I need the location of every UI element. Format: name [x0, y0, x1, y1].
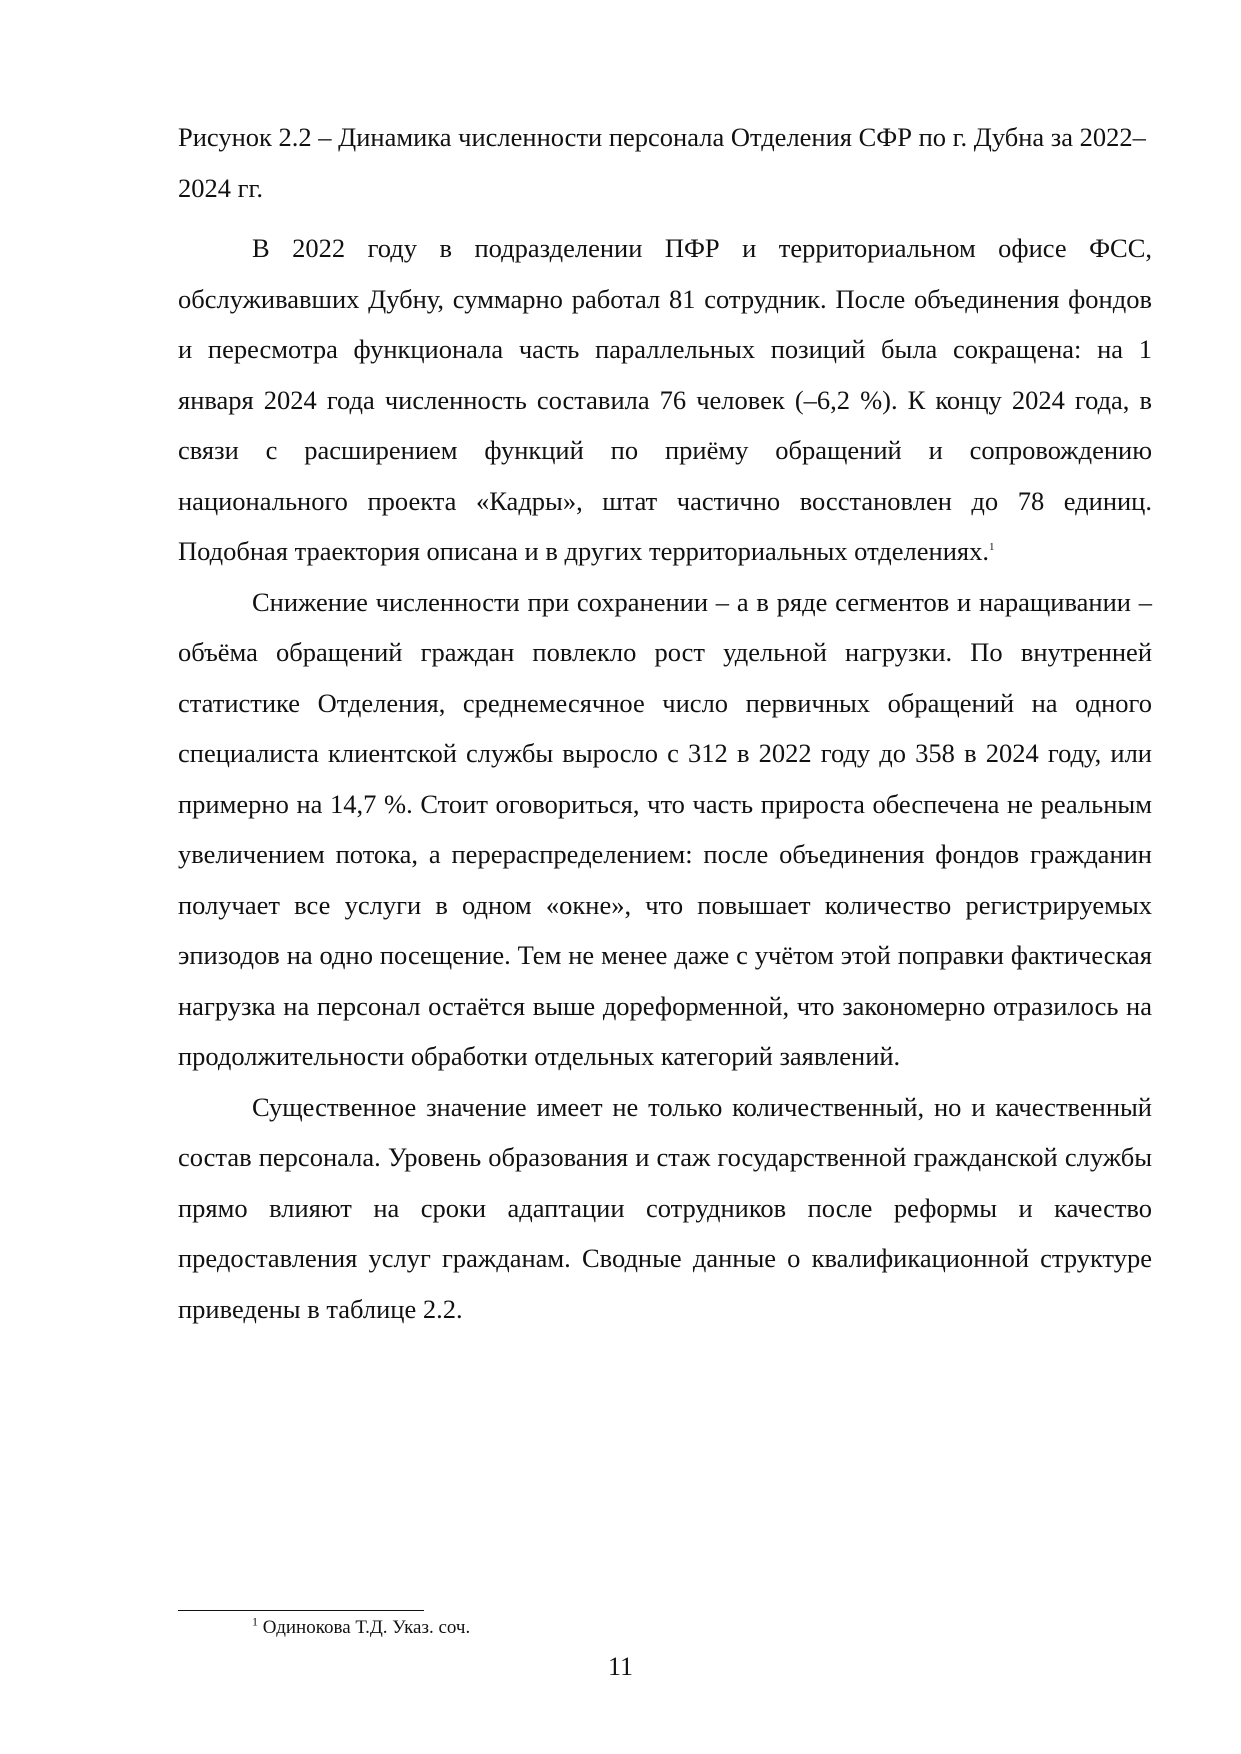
footnote-mark: 1 — [252, 1614, 258, 1629]
footnote-separator — [178, 1610, 424, 1611]
figure-caption: Рисунок 2.2 – Динамика численности персонала Отделения СФР по г. Дубна за 2022–2024 гг. — [178, 122, 1146, 203]
paragraph-staff-numbers — [178, 223, 1152, 577]
paragraph-text: В 2022 году в подразделении ПФР и территориальном офисе ФСС, обслуживавших Дубну, суммарно работал 81 сотрудник. После объединения фондов и пересмотра функционала часть параллельных позиций была сокращена: на 1 января 2024 года численность составила 76 человек (–6,2 %). К концу 2024 года, в связи с расширением функций по приёму обращений и сопровождению национального проекта «Кадры», штат частично восстановлен до 78 единиц. Подобная траектория описана и в других территориальных отделениях. — [178, 233, 1152, 566]
page-number: 11 — [607, 1652, 634, 1681]
footnote-text: Одинокова Т.Д. Указ. соч. — [262, 1617, 471, 1638]
paragraph-workload: Снижение численности при сохранении – а в ряде сегментов и наращивании – объёма обращений граждан повлекло рост удельной нагрузки. По внутренней статистике Отделения, среднемесячное число первичных обращений на одного специалиста клиентской службы выросло с 312 в 2022 году до 358 в 2024 году, или примерно на 14,7 %. Стоит оговориться, что часть прироста обеспечена не реальным увеличением потока, а перераспределением: после объединения фондов гражданин получает все услуги в одном «окне», что повышает количество регистрируемых эпизодов на одно посещение. Тем не менее даже с учётом этой поправки фактическая нагрузка на персонал остаётся выше дореформенной, что закономерно отразилось на продолжительности обработки отдельных категорий заявлений. — [178, 586, 1152, 1071]
footnote — [252, 1614, 470, 1642]
footnote-reference[interactable]: 1 — [988, 541, 995, 554]
paragraph-qualification: Существенное значение имеет не только количественный, но и качественный состав персонала. Уровень образования и стаж государственной гражданской службы прямо влияют на сроки адаптации сотрудников после реформы и качество предоставления услуг гражданам. Сводные данные о квалификационной структуре приведены в таблице 2.2. — [178, 1091, 1152, 1324]
body-text — [178, 223, 1152, 1334]
